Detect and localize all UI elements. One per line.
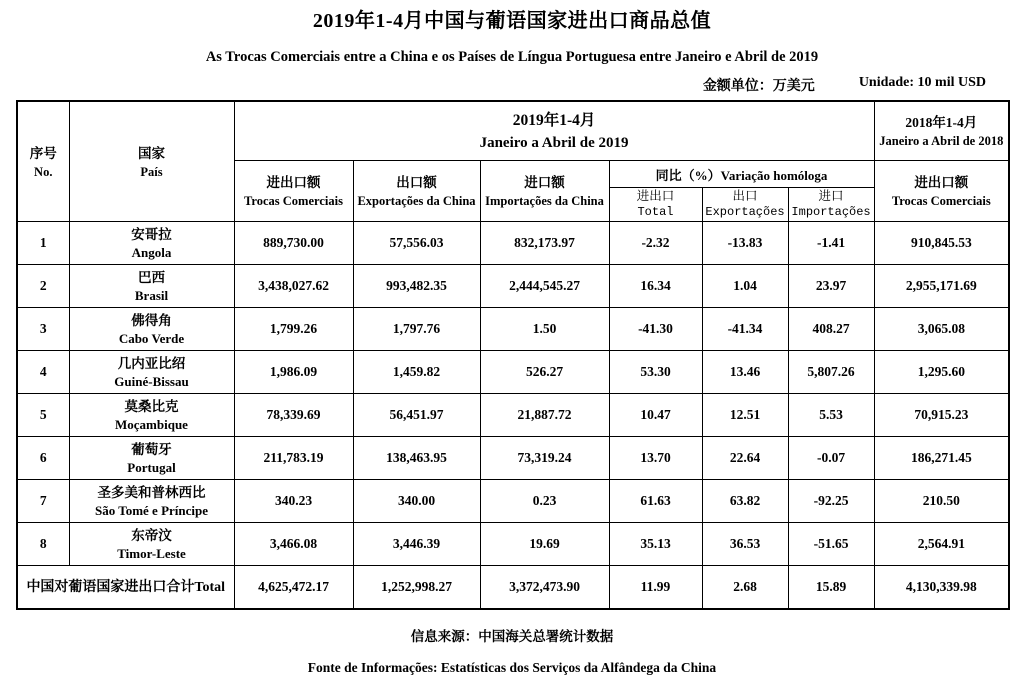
cell-total-yoy-total: 11.99 — [609, 566, 702, 610]
country-name-zh: 葡萄牙 — [131, 441, 172, 457]
cell-yoy-total: 61.63 — [609, 480, 702, 523]
country-name-zh: 东帝汶 — [131, 527, 172, 543]
source-note-zh: 信息来源：中国海关总署统计数据 — [410, 629, 614, 645]
country-name-pt: São Tomé e Príncipe — [94, 502, 209, 518]
cell-exportacoes: 138,463.95 — [353, 437, 480, 480]
cell-no: 5 — [17, 394, 69, 437]
cell-trocas-2018: 186,271.45 — [874, 437, 1009, 480]
cell-yoy-total: 13.70 — [609, 437, 702, 480]
cell-importacoes: 19.69 — [480, 523, 609, 566]
header-trocas — [234, 161, 353, 222]
cell-total-yoy-exportacoes: 2.68 — [702, 566, 788, 610]
cell-no: 8 — [17, 523, 69, 566]
cell-trocas: 3,466.08 — [234, 523, 353, 566]
cell-yoy-exportacoes: 22.64 — [702, 437, 788, 480]
header-yoy-total-zh: 进出口 — [636, 189, 675, 204]
header-period-2018-pt: Janeiro a Abril de 2018 — [879, 134, 1004, 149]
country-name-pt: Timor-Leste — [117, 545, 186, 561]
total-label: 中国对葡语国家进出口合计Total — [17, 566, 234, 610]
cell-yoy-importacoes: 408.27 — [788, 308, 874, 351]
header-no — [17, 101, 69, 222]
cell-country — [69, 394, 234, 437]
country-name-zh: 圣多美和普林西比 — [97, 484, 206, 500]
cell-exportacoes: 3,446.39 — [353, 523, 480, 566]
header-trocas-zh: 进出口额 — [266, 175, 321, 191]
header-trocas-2018-pt: Trocas Comerciais — [891, 194, 991, 209]
header-yoy-exportacoes-pt: Exportações — [705, 205, 785, 220]
cell-total-yoy-importacoes: 15.89 — [788, 566, 874, 610]
page-title: 2019年1-4月中国与葡语国家进出口商品总值 — [312, 10, 712, 32]
cell-yoy-importacoes: -51.65 — [788, 523, 874, 566]
header-trocas-2018 — [874, 161, 1009, 222]
header-period-2018-zh: 2018年1-4月 — [905, 115, 978, 131]
country-name-zh: 巴西 — [138, 269, 165, 285]
cell-exportacoes: 340.00 — [353, 480, 480, 523]
country-name-zh: 安哥拉 — [131, 226, 172, 242]
header-trocas-2018-zh: 进出口额 — [914, 175, 969, 191]
cell-yoy-total: 35.13 — [609, 523, 702, 566]
header-country-pt: País — [140, 164, 163, 179]
cell-trocas-2018: 1,295.60 — [874, 351, 1009, 394]
header-trocas-pt: Trocas Comerciais — [244, 194, 343, 209]
table-row — [17, 437, 1009, 480]
cell-yoy-total: -2.32 — [609, 222, 702, 265]
header-exportacoes-zh: 出口额 — [396, 175, 437, 191]
cell-yoy-exportacoes: 63.82 — [702, 480, 788, 523]
cell-importacoes: 832,173.97 — [480, 222, 609, 265]
cell-yoy-importacoes: 23.97 — [788, 265, 874, 308]
cell-no: 1 — [17, 222, 69, 265]
page-subtitle: As Trocas Comerciais entre a China e os Países de Língua Portuguesa entre Janeiro e Abril de 2019 — [205, 49, 819, 65]
cell-no: 4 — [17, 351, 69, 394]
cell-no: 6 — [17, 437, 69, 480]
cell-country — [69, 351, 234, 394]
header-yoy-exportacoes — [702, 188, 788, 222]
source-note-pt: Fonte de Informações: Estatísticas dos Serviços da Alfândega da China — [307, 660, 717, 676]
cell-importacoes: 1.50 — [480, 308, 609, 351]
cell-exportacoes: 993,482.35 — [353, 265, 480, 308]
cell-importacoes: 526.27 — [480, 351, 609, 394]
cell-exportacoes: 1,797.76 — [353, 308, 480, 351]
cell-no: 7 — [17, 480, 69, 523]
country-name-pt: Cabo Verde — [118, 330, 185, 346]
cell-importacoes: 21,887.72 — [480, 394, 609, 437]
country-name-zh: 几内亚比绍 — [117, 355, 186, 371]
cell-trocas: 1,799.26 — [234, 308, 353, 351]
cell-total-exportacoes: 1,252,998.27 — [353, 566, 480, 610]
cell-trocas: 1,986.09 — [234, 351, 353, 394]
header-period-2019 — [234, 101, 874, 161]
header-yoy-importacoes-zh: 进口 — [818, 189, 844, 204]
cell-trocas-2018: 2,955,171.69 — [874, 265, 1009, 308]
cell-total-trocas-2018: 4,130,339.98 — [874, 566, 1009, 610]
country-name-zh: 佛得角 — [131, 312, 172, 328]
cell-country — [69, 480, 234, 523]
header-yoy-importacoes-pt: Importações — [791, 205, 871, 220]
country-name-pt: Brasil — [134, 287, 169, 303]
unit-label-pt: Unidade: 10 mil USD — [858, 75, 986, 91]
cell-yoy-importacoes: 5,807.26 — [788, 351, 874, 394]
country-name-pt: Guiné-Bissau — [114, 373, 189, 389]
table-row — [17, 480, 1009, 523]
header-importacoes-zh: 进口额 — [524, 175, 565, 191]
cell-country — [69, 437, 234, 480]
cell-exportacoes: 1,459.82 — [353, 351, 480, 394]
header-exportacoes-pt: Exportações da China — [357, 194, 476, 209]
table-row — [17, 351, 1009, 394]
table-row — [17, 308, 1009, 351]
cell-exportacoes: 56,451.97 — [353, 394, 480, 437]
header-importacoes — [480, 161, 609, 222]
header-country — [69, 101, 234, 222]
cell-trocas: 3,438,027.62 — [234, 265, 353, 308]
cell-total-trocas: 4,625,472.17 — [234, 566, 353, 610]
cell-country — [69, 523, 234, 566]
header-period-2019-zh: 2019年1-4月 — [512, 112, 596, 130]
cell-importacoes: 2,444,545.27 — [480, 265, 609, 308]
table-row — [17, 523, 1009, 566]
cell-trocas-2018: 3,065.08 — [874, 308, 1009, 351]
cell-country — [69, 308, 234, 351]
cell-importacoes: 73,319.24 — [480, 437, 609, 480]
cell-yoy-total: 16.34 — [609, 265, 702, 308]
cell-trocas: 211,783.19 — [234, 437, 353, 480]
cell-yoy-importacoes: -92.25 — [788, 480, 874, 523]
table-row — [17, 222, 1009, 265]
cell-trocas: 889,730.00 — [234, 222, 353, 265]
country-name-pt: Portugal — [127, 459, 176, 475]
cell-yoy-exportacoes: -13.83 — [702, 222, 788, 265]
table-row — [17, 265, 1009, 308]
cell-country — [69, 222, 234, 265]
cell-yoy-importacoes: -1.41 — [788, 222, 874, 265]
cell-yoy-exportacoes: 13.46 — [702, 351, 788, 394]
country-name-pt: Angola — [131, 244, 172, 260]
cell-trocas-2018: 2,564.91 — [874, 523, 1009, 566]
cell-total-importacoes: 3,372,473.90 — [480, 566, 609, 610]
cell-yoy-total: 10.47 — [609, 394, 702, 437]
cell-trocas-2018: 910,845.53 — [874, 222, 1009, 265]
cell-yoy-importacoes: -0.07 — [788, 437, 874, 480]
country-name-pt: Moçambique — [115, 416, 188, 432]
country-name-zh: 莫桑比克 — [124, 398, 179, 414]
header-period-2018 — [874, 101, 1009, 161]
cell-no: 2 — [17, 265, 69, 308]
unit-label-zh: 金额单位：万美元 — [702, 79, 815, 95]
unit-line — [16, 75, 986, 95]
trade-table — [16, 100, 1010, 610]
total-row — [17, 566, 1009, 610]
header-period-2019-pt: Janeiro a Abril de 2019 — [479, 134, 629, 151]
cell-exportacoes: 57,556.03 — [353, 222, 480, 265]
cell-trocas-2018: 210.50 — [874, 480, 1009, 523]
table-row — [17, 394, 1009, 437]
header-row-1 — [17, 101, 1009, 161]
cell-yoy-total: 53.30 — [609, 351, 702, 394]
cell-yoy-exportacoes: 36.53 — [702, 523, 788, 566]
cell-country — [69, 265, 234, 308]
cell-yoy-exportacoes: 1.04 — [702, 265, 788, 308]
cell-importacoes: 0.23 — [480, 480, 609, 523]
cell-trocas: 340.23 — [234, 480, 353, 523]
header-no-zh: 序号 — [29, 145, 57, 161]
header-importacoes-pt: Importações da China — [485, 194, 604, 209]
header-exportacoes — [353, 161, 480, 222]
cell-yoy-total: -41.30 — [609, 308, 702, 351]
cell-trocas: 78,339.69 — [234, 394, 353, 437]
header-country-zh: 国家 — [138, 145, 165, 161]
cell-trocas-2018: 70,915.23 — [874, 394, 1009, 437]
cell-yoy-importacoes: 5.53 — [788, 394, 874, 437]
cell-yoy-exportacoes: 12.51 — [702, 394, 788, 437]
header-yoy-exportacoes-zh: 出口 — [732, 189, 758, 204]
cell-no: 3 — [17, 308, 69, 351]
header-no-pt: No. — [34, 164, 53, 179]
cell-yoy-exportacoes: -41.34 — [702, 308, 788, 351]
header-yoy-importacoes — [788, 188, 874, 222]
header-yoy-total-pt: Total — [637, 205, 674, 220]
header-yoy: 同比（%）Variação homóloga — [609, 161, 874, 188]
header-yoy-total — [609, 188, 702, 222]
